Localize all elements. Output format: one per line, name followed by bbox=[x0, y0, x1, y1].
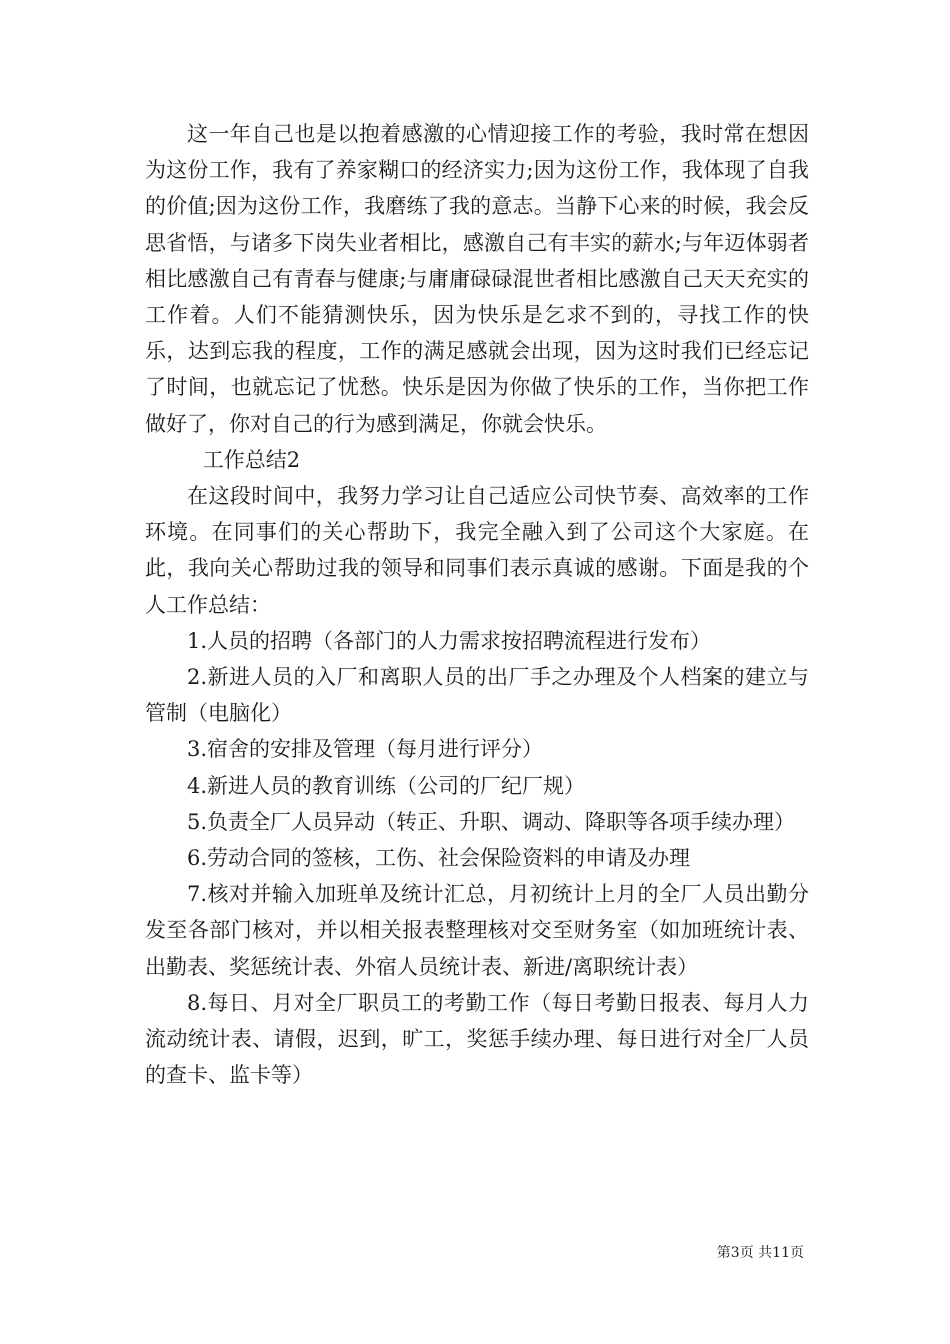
list-item: 1.人员的招聘（各部门的人力需求按招聘流程进行发布） bbox=[187, 628, 712, 653]
list-item: 5.负责全厂人员异动（转正、升职、调动、降职等各项手续办理） bbox=[187, 809, 796, 834]
section-heading: 工作总结2 bbox=[202, 447, 301, 472]
total-page-count: 11 bbox=[772, 1245, 790, 1261]
footer-suffix: 页 bbox=[790, 1245, 804, 1261]
page-number-footer bbox=[717, 1242, 804, 1262]
list-item: 3.宿舍的安排及管理（每月进行评分） bbox=[187, 737, 544, 762]
footer-prefix: 第 bbox=[716, 1245, 731, 1261]
list-item: 2.新进人员的入厂和离职人员的出厂手之办理及个人档案的建立与管制（电脑化） bbox=[145, 665, 809, 726]
current-page-number: 3 bbox=[730, 1245, 740, 1261]
list-item: 6.劳动合同的签核，工伤、社会保险资料的申请及办理 bbox=[187, 846, 691, 871]
footer-middle: 页 共 bbox=[739, 1245, 773, 1261]
list-item: 8.每日、月对全厂职员工的考勤工作（每日考勤日报表、每月人力流动统计表、请假，迟到，旷工，奖惩手续办理、每日进行对全厂人员的查卡、监卡等） bbox=[145, 990, 809, 1088]
list-item: 4.新进人员的教育训练（公司的厂纪厂规） bbox=[187, 773, 586, 798]
list-item: 7.核对并输入加班单及统计汇总，月初统计上月的全厂人员出勤分发至各部门核对，并以相关报表整理核对交至财务室（如加班统计表、出勤表、奖惩统计表、外宿人员统计表、新进/离职统计表） bbox=[145, 882, 809, 979]
paragraph-gratitude: 这一年自己也是以抱着感激的心情迎接工作的考验，我时常在想因为这份工作，我有了养家糊口的经济实力;因为这份工作，我体现了自我的价值;因为这份工作，我磨练了我的意志。当静下心来的时候，我会反思省悟，与诸多下岗失业者相比，感激自己有丰实的薪水;与年迈体弱者相比感激自己有青春与健康;与庸庸碌碌混世者相比感激自己天天充实的工作着。人们不能猜测快乐，因为快乐是乞求不到的，寻找工作的快乐，达到忘我的程度，工作的满足感就会出现，因为这时我们已经忘记了时间，也就忘记了忧愁。快乐是因为你做了快乐的工作，当你把工作做好了，你对自己的行为感到满足，你就会快乐。 bbox=[145, 122, 809, 436]
paragraph-intro: 在这段时间中，我努力学习让自己适应公司快节奏、高效率的工作环境。在同事们的关心帮助下，我完全融入到了公司这个大家庭。在此，我向关心帮助过我的领导和同事们表示真诚的感谢。下面是我的个人工作总结： bbox=[145, 484, 809, 617]
document-body bbox=[145, 116, 809, 1093]
